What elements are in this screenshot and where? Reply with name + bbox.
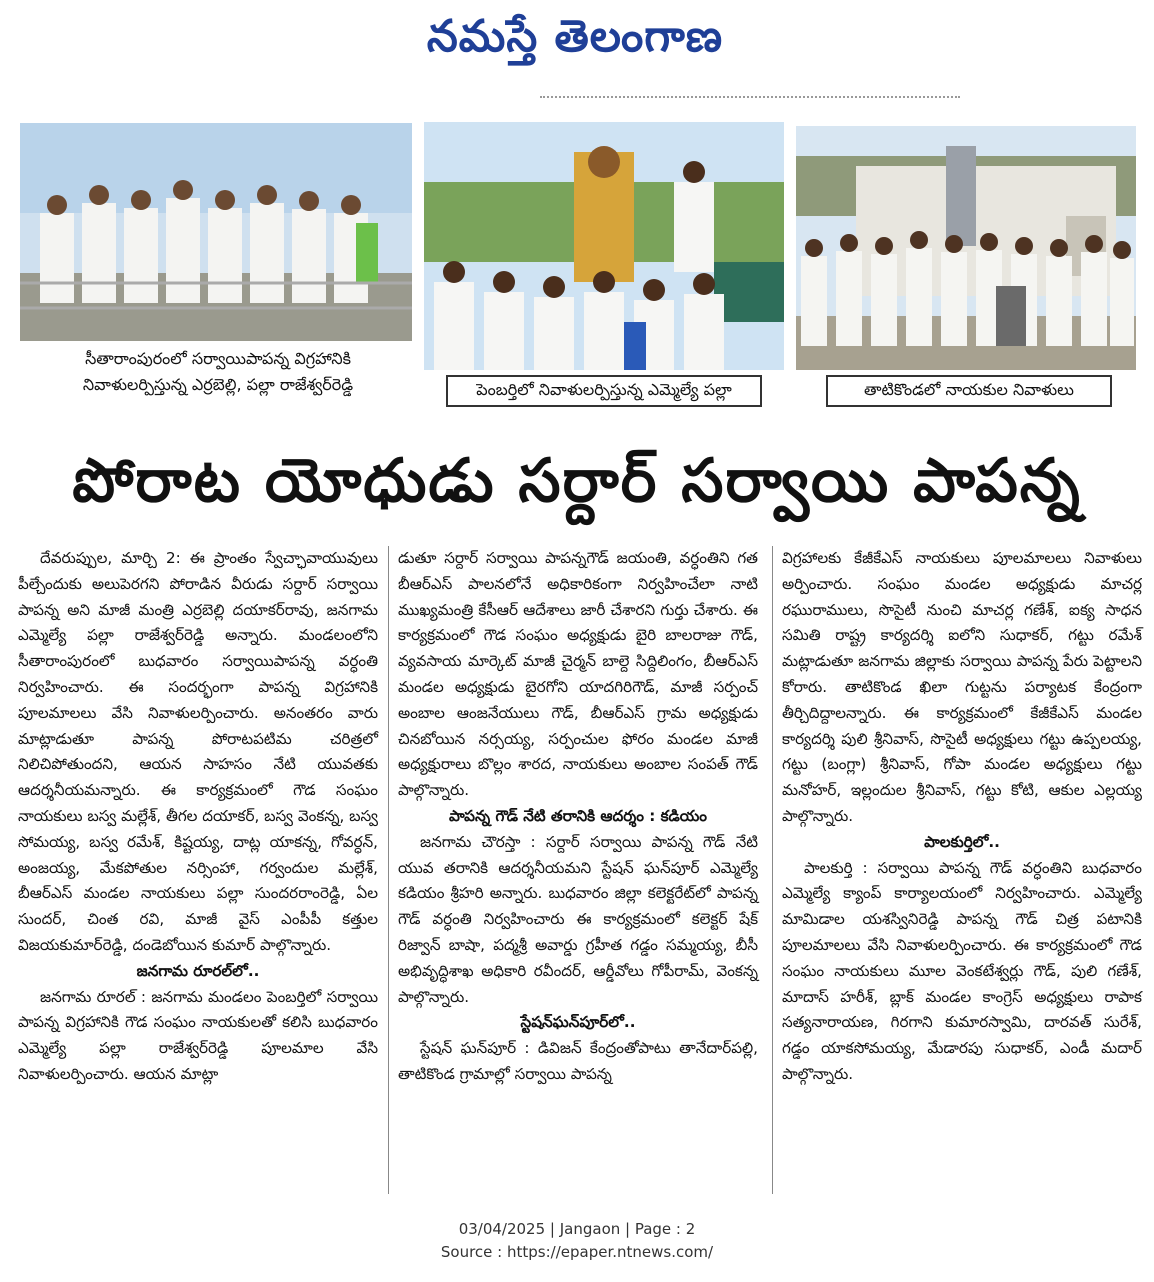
footer-date-page: 03/04/2025 | Jangaon | Page : 2 (458, 1220, 696, 1238)
column-3-paragraph-2: పాలకుర్తి : సర్వాయి పాపన్న గౌడ్ వర్ధంతిని బుధవారం ఎమ్మెల్యే క్యాంప్ కార్యాలయంలో నిర్వహించారు. ఎమ్మెల్యే మామిడాల యశస్వినిరెడ్డి పాపన్న గౌడ్ చిత్ర పటానికి పూలమాలలు వేసి నివాళులర్పించారు. ఈ కార్యక్రమంలో గౌడ సంఘం నాయకులు మూల వెంకటేశ్వర్లు గౌడ్, పులి గణేశ్, మాదాస్ హరీశ్, బ్లాక్ మండల కాంగ్రెస్ అధ్యక్షులు రాపాక సత్యనారాయణ, గిరగాని కుమారస్వామి, దారవత్ సురేశ్, గడ్డం యాకసోమయ్య, మేడారపు సుధాకర్, ఎండీ మదార్ పాల్గొన్నారు. (782, 858, 1142, 1083)
headline-text: పోరాట యోధుడు సర్దార్ సర్వాయి పాపన్న (72, 446, 1082, 516)
column-3-subheading-1: పాలకుర్తిలో.. (924, 832, 1000, 851)
column-1-subheading-1: జనగామ రూరల్‌లో.. (136, 961, 260, 980)
newspaper-title: నమస్తే తెలంగాణ (426, 11, 724, 62)
photo-caption-2-text: పెంబర్తిలో నివాళులర్పిస్తున్న ఎమ్మెల్యే పల్లా (476, 380, 732, 399)
column-2-paragraph-3: స్టేషన్ ఘన్‌పూర్ : డివిజన్ కేంద్రంతోపాటు తానేదార్‌పల్లి, తాటికొండ గ్రామాల్లో సర్వాయి పాపన్న (398, 1039, 758, 1083)
article-column-3 (782, 546, 1142, 1088)
column-1-paragraph-1: దేవరుప్పుల, మార్చి 2: ఈ ప్రాంతం స్వేచ్ఛావాయువులు పీల్చేందుకు అలుపెరగని పోరాడిన వీరుడు సర్దార్ సర్వాయి పాపన్న అని మాజీ మంత్రి ఎర్రబెల్లి దయాకర్‌రావు, జనగామ ఎమ్మెల్యే పల్లా రాజేశ్వర్‌రెడ్డి అన్నారు. మండలంలోని సీతారాంపురంలో బుధవారం సర్వాయిపాపన్న వర్ధంతి నిర్వహించారు. ఈ సందర్భంగా పాపన్న విగ్రహానికి పూలమాలలు వేసి నివాళులర్పించారు. అనంతరం వారు మాట్లాడుతూ పాపన్న పోరాటపటిమ చరిత్రలో నిలిచిపోతుందని, ఆయన సాహసం నేటి యువతకు ఆదర్శనీయమన్నారు. ఈ కార్యక్రమంలో గౌడ సంఘం నాయకులు బస్వ మల్లేశ్, తీగల దయాకర్, బస్వ వెంకన్న, బస్వ సోమయ్య, బస్వ రమేశ్, కిష్టయ్య, దాట్ల యాకన్న, గోవర్ధన్, అంజయ్య, మేకపోతుల నర్సింహా, గర్వందుల మల్లేశ్, బీఆర్‌ఎస్ మండల నాయకులు పల్లా సుందరరాంరెడ్డి, ఏల సుందర్, చింత రవి, మాజీ వైస్ ఎంపీపీ కత్తుల విజయకుమార్‌రెడ్డి, దండెబోయిన కుమార్ పాల్గొన్నారు. (18, 549, 378, 954)
newspaper-logo (370, 8, 780, 76)
photo-caption-1-line-2: నివాళులర్పిస్తున్న ఎర్రబెల్లి, పల్లా రాజేశ్వర్‌రెడ్డి (82, 375, 354, 394)
photo-caption-2 (446, 375, 762, 407)
article-column-2 (398, 546, 758, 1088)
column-divider-2 (772, 546, 773, 1194)
photo-caption-3 (826, 375, 1112, 407)
column-2-subheading-2: స్టేషన్‌ఘన్‌పూర్‌లో.. (520, 1013, 636, 1032)
column-2-paragraph-1: డుతూ సర్దార్ సర్వాయి పాపన్నగౌడ్ జయంతి, వర్ధంతిని గత బీఆర్‌ఎస్ పాలనలోనే అధికారికంగా నిర్వహించేలా నాటి ముఖ్యమంత్రి కేసీఆర్ ఆదేశాలు జారీ చేశారని గుర్తు చేశారు. ఈ కార్యక్రమంలో గౌడ సంఘం అధ్యక్షుడు బైరి బాలరాజు గౌడ్, వ్యవసాయ మార్కెట్ మాజీ చైర్మన్ బాల్దె సిద్దిలింగం, బీఆర్‌ఎస్ మండల అధ్యక్షుడు బైరగోని యాదగిరిగౌడ్, మాజీ సర్పంచ్ అంబాల ఆంజనేయులు గౌడ్, బీఆర్‌ఎస్ గ్రామ అధ్యక్షుడు చినబోయిన నర్సయ్య, సర్పంచుల ఫోరం మండల మాజీ అధ్యక్షురాలు బొల్లం శారద, నాయకులు అంబాల సంపత్ గౌడ్ పాల్గొన్నారు. (398, 549, 758, 800)
column-divider-1 (388, 546, 389, 1194)
masthead-divider (540, 96, 960, 102)
photo-caption-1-line-1: సీతారాంపురంలో సర్వాయిపాపన్న విగ్రహానికి (85, 349, 351, 368)
column-2-paragraph-2: జనగామ చౌరస్తా : సర్దార్ సర్వాయి పాపన్న గౌడ్ నేటి యువ తరానికి ఆదర్శనీయమని స్టేషన్ ఘన్‌పూర్ ఎమ్మెల్యే కడియం శ్రీహరి అన్నారు. బుధవారం జిల్లా కలెక్టరేట్‌లో పాపన్న గౌడ్ వర్ధంతి నిర్వహించారు ఈ కార్యక్రమంలో కలెక్టర్ షేక్ రిజ్వాన్ బాషా, పద్మశ్రీ అవార్డు గ్రహీత గడ్డం సమ్మయ్య, బీసీ అభివృద్ధిశాఖ అధికారి రవీందర్, ఆర్డీవోలు గోపీరామ్, వెంకన్న పాల్గొన్నారు. (398, 832, 758, 1006)
column-3-paragraph-1: విగ్రహాలకు కేజీకేఎస్ నాయకులు పూలమాలలు నివాళులు అర్పించారు. సంఘం మండల అధ్యక్షుడు మాచర్ల రఘురాములు, సొసైటీ నుంచి మాచర్ల గణేశ్, ఐక్య సాధన సమితి రాష్ట్ర కార్యదర్శి ఐలోని సుధాకర్, గట్టు రమేశ్ మట్లాడుతూ జనగామ జిల్లాకు సర్వాయి పాపన్న పేరు పెట్టాలని కోరారు. తాటికొండ ఖిలా గుట్టను పర్యాటక కేంద్రంగా తీర్చిదిద్దాలన్నారు. ఈ కార్యక్రమంలో కేజీకేఎస్ మండల కార్యదర్శి పులి శ్రీనివాస్, సొసైటీ అధ్యక్షులు గట్టు ఉప్పలయ్య, గట్టు (బంగ్లా) శ్రీనివాస్, గోపా మండల అధ్యక్షులు గట్టు మనోహర్, ఇల్లందుల శ్రీనివాస్, గట్టు కోటి, ఆకుల ఎల్లయ్య పాల్గొన్నారు. (782, 549, 1142, 825)
photo-sitarampuram (20, 123, 412, 341)
footer-source[interactable]: Source : https://epaper.ntnews.com/ (440, 1243, 714, 1261)
photo-pembarthi (424, 122, 784, 370)
article-column-1 (18, 546, 378, 1088)
column-2-subheading-1: పాపన్న గౌడ్ నేటి తరానికి ఆదర్శం : కడియం (449, 806, 707, 825)
photo-caption-3-text: తాటికొండలో నాయకుల నివాళులు (864, 380, 1074, 399)
photo-tatikonda (796, 126, 1136, 370)
main-headline (18, 438, 1136, 538)
photo-caption-1 (48, 346, 388, 398)
column-1-paragraph-2: జనగామ రూరల్ : జనగామ మండలం పెంబర్తిలో సర్వాయి పాపన్న విగ్రహానికి గౌడ సంఘం నాయకులతో కలిసి బుధవారం ఎమ్మెల్యే పల్లా రాజేశ్వర్‌రెడ్డి పూలమాల వేసి నివాళులర్పించారు. ఆయన మాట్లా (18, 987, 378, 1083)
